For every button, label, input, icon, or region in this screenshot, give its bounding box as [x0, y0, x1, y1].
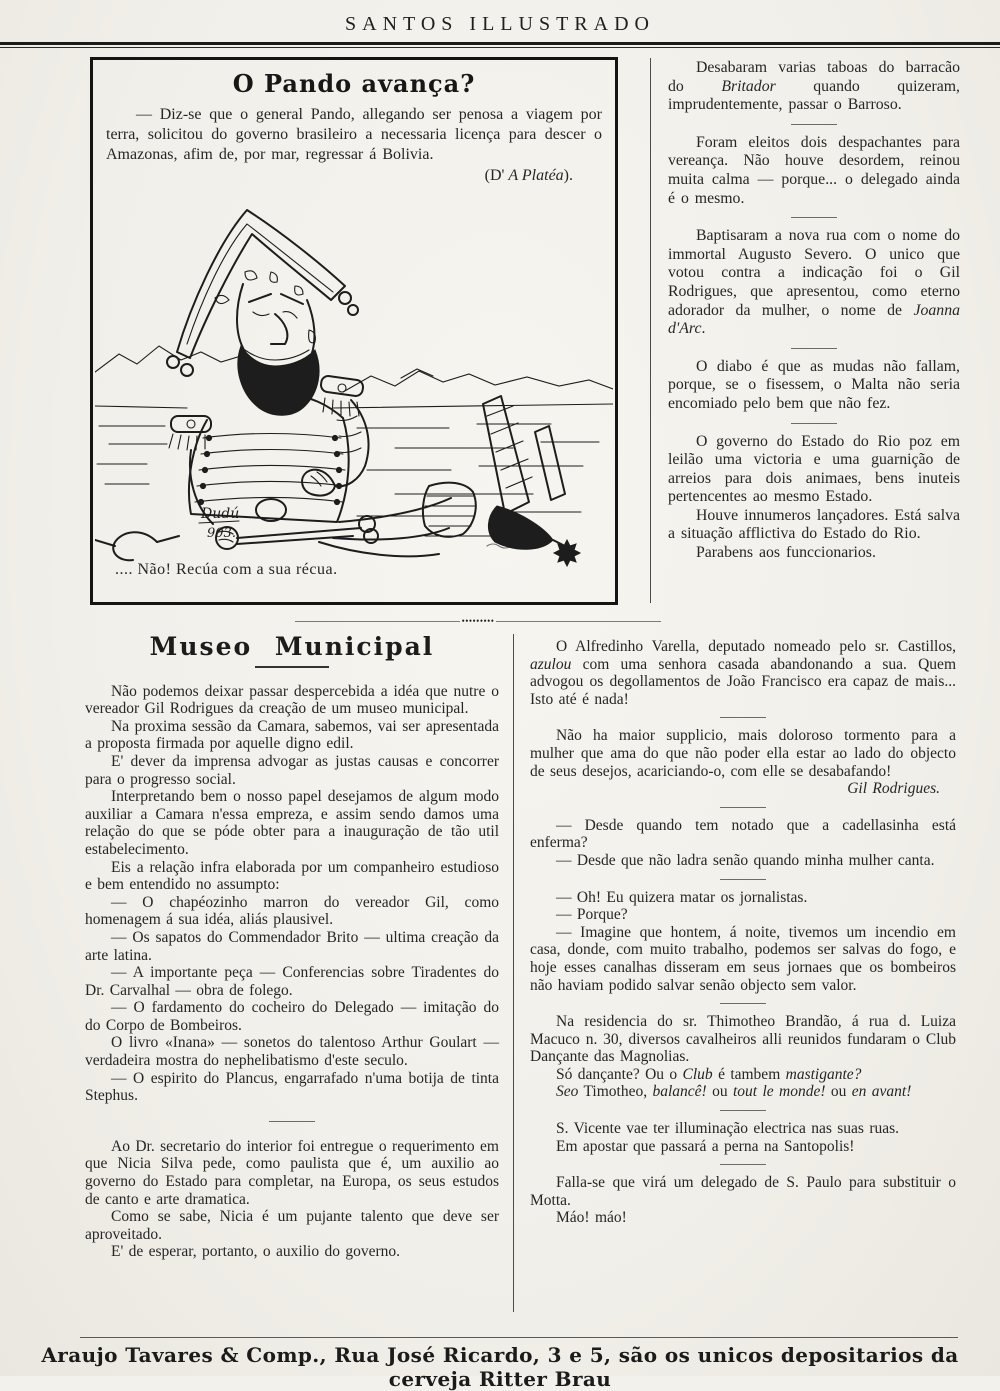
museo-title: Museo Municipal [149, 632, 435, 661]
pando-title: O Pando avança? [232, 69, 476, 98]
news-item: Não ha maior supplicio, mais doloroso tormento para a mulher que ama do que não poder ella estar ao lado do objecto de seus desejos, acariciando-o, com elle se desabafando! [530, 727, 956, 780]
news-item: Em apostar que passará a perna na Santopolis! [556, 1137, 855, 1155]
museo-paragraph: Interpretando bem o nosso papel desejamos de algum modo auxiliar a Camara n'essa empreza, e assim sendo damos uma relação do que se póde obter para a inauguração de tão util estabelecimento. [85, 788, 499, 858]
news-column-top-right [668, 59, 960, 563]
news-item: Só dançante? Ou o Club é tambem mastigante? [556, 1065, 862, 1083]
museo-paragraph: — Os sapatos do Commendador Brito — ultima creação da arte latina. [85, 928, 499, 964]
museo-paragraph: E' dever da imprensa advogar as justas causas e concorrer para o progresso social. [85, 752, 499, 788]
item-signature: Gil Rodrigues. [847, 780, 940, 798]
news-item: Na residencia do sr. Thimotheo Brandão, á rua d. Luiza Macuco n. 30, diversos cavalheiros alli reunidos fundaram o Club Dançante das Magnolias. [530, 1013, 956, 1066]
news-item: E' de esperar, portanto, o auxilio do governo. [111, 1243, 401, 1261]
museo-paragraph: — O chapéozinho marron do vereador Gil, como homenagem á sua idéa, aliás plausivel. [85, 893, 499, 929]
dialogue-line: — Desde que não ladra senão quando minha mulher canta. [556, 851, 935, 869]
pando-body: — Diz-se que o general Pando, allegando ser penosa a viagem por terra, solicitou do governo brasileiro a necessaria licença para descer o Amazonas, afim de, por mar, regressar á Bolivia. [106, 106, 602, 163]
footer-advertisement: Araujo Tavares & Comp., Rua José Ricardo, 3 e 5, são os unicos depositarios da cerveja Ritter Brau [41, 1343, 959, 1391]
item-divider [720, 807, 766, 808]
item-divider [720, 1110, 766, 1111]
column-rule-top [650, 58, 651, 603]
museo-paragraph: Eis a relação infra elaborada por um companheiro estudioso e bem entendido no assumpto: [85, 858, 499, 894]
news-item: Houve innumeros lançadores. Está salva a situação afflictiva do Estado do Rio. [668, 506, 960, 543]
pando-cartoon [95, 180, 613, 568]
pando-source: (D' A Platéa). [484, 167, 573, 184]
dialogue-line: — Desde quando tem notado que a cadellasinha está enferma? [530, 816, 956, 852]
museo-paragraph: Não podemos deixar passar despercebida a idéa que nutre o vereador Gil Rodrigues da creação de um museo municipal. [85, 682, 499, 718]
museo-paragraph: — O fardamento do cocheiro do Delegado — imitação do do Corpo de Bombeiros. [85, 999, 499, 1034]
cartoon-signature-year: 903. [207, 526, 236, 541]
title-rule [255, 666, 329, 668]
item-divider [720, 717, 766, 718]
news-item: S. Vicente vae ter illuminação electrica nas suas ruas. [556, 1120, 900, 1138]
pando-caption: .... Não! Recúa com a sua récua. [115, 561, 338, 578]
item-divider [791, 217, 837, 218]
news-item: Ao Dr. secretario do interior foi entregue o requerimento em que Nicia Silva pede, como paulista que é, um auxilio ao governo do Estado para completar, na Europa, os seus estudos de canto e arte dramatica. [85, 1137, 499, 1208]
news-item: O diabo é que as mudas não fallam, porque, se o fisessem, o Malta não seria encomiado pelo bem que não fez. [668, 357, 960, 412]
dialogue-line: — Imagine que hontem, á noite, tivemos um incendio em casa, donde, com muito trabalho, podemos ser salvas do fogo, e hoje esses canalhas disseram em seus jornaes que os bombeiros não haviam podido salvar senão objecto sem valor. [530, 923, 956, 994]
museo-paragraph: — O espirito do Plancus, engarrafado n'uma botija de tinta Stephus. [85, 1069, 499, 1105]
item-divider [720, 1003, 766, 1004]
news-item: Parabens aos funccionarios. [696, 544, 876, 562]
item-divider [791, 124, 837, 125]
news-item: Como se sabe, Nicia é um pujante talento que deve ser aproveitado. [85, 1208, 499, 1243]
news-item: Desabaram varias taboas do barracão do Britador quando quizeram, imprudentemente, passar o Barroso. [668, 59, 961, 114]
museo-paragraph: — A importante peça — Conferencias sobre Tiradentes do Dr. Carvalhal — obra de folego. [85, 964, 499, 999]
news-item: Máo! máo! [556, 1209, 627, 1227]
news-item: Seo Timotheo, balancê! ou tout le monde! ou en avant! [556, 1083, 912, 1101]
news-item: Baptisaram a nova rua com o nome do immortal Augusto Severo. O unico que votou contra a indicação foi o Gil Rodrigues, que apresentou, como eterno adorador da mulher, o nome de Joanna d'Arc. [668, 227, 960, 338]
museo-paragraph: Na proxima sessão da Camara, sabemos, vai ser apresentada a proposta firmada por aquelle digno edil. [85, 717, 499, 753]
news-column-bottom-right [530, 638, 956, 1227]
column-rule-bottom [513, 634, 514, 1312]
museo-article [85, 632, 499, 1261]
item-divider [791, 423, 837, 424]
dots-ornament-icon: ••••••••• [461, 616, 495, 626]
news-item: O Alfredinho Varella, deputado nomeado pelo sr. Castillos, azulou com uma senhora casada abandonando a sua. Quem advogou os degollamentos de João Francisco era capaz de mais... Isto até é nada! [530, 638, 956, 708]
dialogue-line: — Porque? [556, 906, 628, 924]
masthead-rule [0, 42, 1000, 48]
item-divider [720, 879, 766, 880]
masthead-title: SANTOS ILLUSTRADO [345, 13, 655, 35]
cartoon-signature: Dudú [201, 506, 240, 522]
item-divider [720, 1164, 766, 1165]
news-item: Falla-se que virá um delegado de S. Paulo para substituir o Motta. [530, 1174, 956, 1209]
item-divider [791, 348, 837, 349]
news-item: O governo do Estado do Rio poz em leilão uma victoria e uma guarnição de arreios para dois animaes, bens inuteis pertencentes ao mesmo Estado. [668, 432, 960, 506]
footer-rule [80, 1337, 958, 1338]
pando-article [90, 57, 618, 605]
museo-paragraph: O livro «Inana» — sonetos do talentoso Arthur Goulart — verdadeira mostra do nephelibatismo d'este seculo. [85, 1034, 499, 1070]
news-item: Foram eleitos dois despachantes para vereança. Não houve desordem, reinou muita calma — porque... o delegado ainda é o mesmo. [668, 133, 960, 207]
dialogue-line: — Oh! Eu quizera matar os jornalistas. [556, 888, 808, 906]
section-divider [295, 618, 661, 624]
item-divider [269, 1121, 315, 1122]
